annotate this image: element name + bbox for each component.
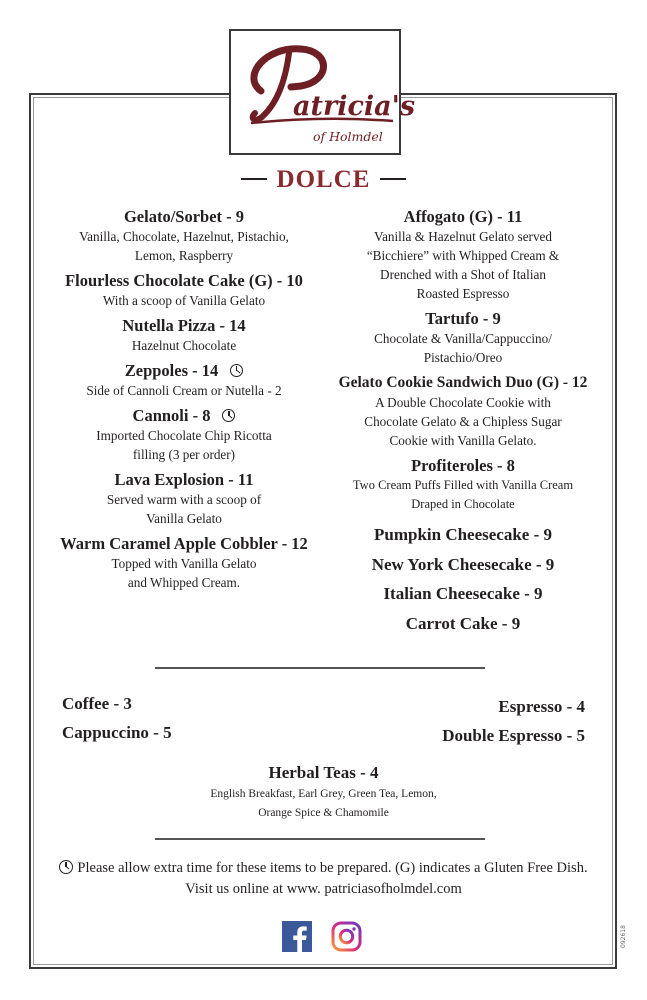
logo — [229, 29, 416, 155]
item-desc: Topped with Vanilla Gelato — [111, 556, 257, 571]
item-desc: Imported Chocolate Chip Ricotta — [96, 428, 272, 443]
item-desc: Hazelnut Chocolate — [131, 338, 237, 353]
menu-item — [330, 520, 596, 550]
item-name: Gelato Cookie Sandwich Duo (G) - 12 — [338, 374, 588, 391]
menu-item — [50, 470, 318, 528]
menu-item — [330, 609, 596, 639]
drink-coffee: Coffee - 3 — [62, 694, 132, 713]
item-name: New York Cheesecake - 9 — [371, 554, 555, 574]
svg-text:of Holmdel: of Holmdel — [313, 129, 383, 144]
item-name: Zeppoles - 14 — [50, 361, 318, 381]
title-dash-right — [380, 178, 406, 180]
menu-item — [50, 316, 318, 355]
menu-item — [50, 534, 318, 592]
item-desc: Vanilla Gelato — [146, 511, 222, 526]
divider-bottom — [155, 838, 485, 840]
item-name: Flourless Chocolate Cake (G) - 10 — [65, 271, 303, 290]
item-name: Herbal Teas - 4 — [268, 763, 379, 782]
footer-website[interactable]: Visit us online at www. patriciasofholmdel.com — [185, 881, 462, 897]
svg-text:atricia's: atricia's — [293, 91, 416, 122]
item-name: Italian Cheesecake - 9 — [383, 584, 543, 603]
item-name: Cannoli - 8 — [50, 406, 318, 426]
footer — [40, 858, 607, 900]
item-desc: Vanilla & Hazelnut Gelato served — [374, 229, 552, 244]
menu-item — [330, 579, 596, 609]
clock-icon — [230, 364, 243, 377]
item-name: Affogato (G) - 11 — [403, 207, 523, 226]
menu-item — [330, 456, 596, 514]
item-name: Profiteroles - 8 — [411, 456, 515, 475]
footer-note: Please allow extra time for these items to be prepared. (G) indicates a Gluten Free Dish. — [77, 860, 588, 876]
item-name: Tartufo - 9 — [425, 309, 501, 328]
item-desc: Vanilla, Chocolate, Hazelnut, Pistachio, — [79, 229, 289, 244]
print-code: 092618 — [620, 925, 627, 948]
left-menu-column — [50, 207, 318, 598]
item-name: Pumpkin Cheesecake - 9 — [373, 525, 553, 544]
menu-item — [50, 271, 318, 310]
item-desc: Side of Cannoli Cream or Nutella - 2 — [86, 383, 282, 398]
item-desc: Draped in Chocolate — [411, 497, 515, 511]
item-name: Carrot Cake - 9 — [405, 613, 521, 633]
facebook-icon[interactable] — [282, 921, 312, 952]
menu-item — [50, 406, 318, 464]
item-desc: With a scoop of Vanilla Gelato — [102, 293, 266, 308]
item-desc: Cookie with Vanilla Gelato. — [389, 433, 537, 448]
item-desc: Drenched with a Shot of Italian — [380, 267, 546, 282]
item-name: Warm Caramel Apple Cobbler - 12 — [60, 534, 308, 553]
menu-item — [50, 207, 318, 265]
item-desc: A Double Chocolate Cookie with — [375, 395, 551, 410]
item-name: Nutella Pizza - 14 — [122, 316, 246, 335]
item-name: Lava Explosion - 11 — [114, 470, 254, 489]
item-desc: “Bicchiere” with Whipped Cream & — [366, 248, 560, 263]
drink-espresso: Espresso - 4 — [498, 697, 585, 716]
item-desc: Two Cream Puffs Filled with Vanilla Cream — [352, 478, 574, 492]
logo-script — [231, 31, 416, 153]
item-desc: Pistachio/Oreo — [423, 350, 503, 365]
item-desc: Chocolate & Vanilla/Cappuccino/ — [374, 331, 552, 346]
item-desc: Chocolate Gelato & a Chipless Sugar — [364, 414, 562, 429]
title-dash-left — [241, 178, 267, 180]
divider-top — [155, 667, 485, 669]
menu-item — [330, 373, 596, 450]
item-desc: English Breakfast, Earl Grey, Green Tea, Lemon, — [210, 788, 437, 800]
menu-item — [330, 207, 596, 303]
clock-icon — [59, 860, 73, 874]
section-title-text: DOLCE — [276, 166, 371, 193]
item-desc: Served warm with a scoop of — [106, 492, 262, 507]
footer-note-line — [40, 858, 607, 879]
menu-item — [330, 309, 596, 367]
instagram-icon[interactable] — [331, 921, 362, 952]
right-menu-column — [330, 207, 596, 638]
menu-item — [330, 550, 596, 580]
item-desc: filling (3 per order) — [132, 447, 236, 462]
item-desc: and Whipped Cream. — [127, 575, 241, 590]
menu-item — [50, 361, 318, 400]
section-title — [0, 166, 647, 194]
item-desc: Roasted Espresso — [416, 286, 510, 301]
drink-double-espresso: Double Espresso - 5 — [442, 726, 585, 745]
drink-cappuccino: Cappuccino - 5 — [62, 723, 172, 742]
herbal-teas — [150, 761, 497, 823]
item-desc: Orange Spice & Chamomile — [258, 807, 389, 819]
item-desc: Lemon, Raspberry — [134, 248, 234, 263]
item-name: Gelato/Sorbet - 9 — [123, 207, 245, 226]
clock-icon — [222, 409, 235, 422]
